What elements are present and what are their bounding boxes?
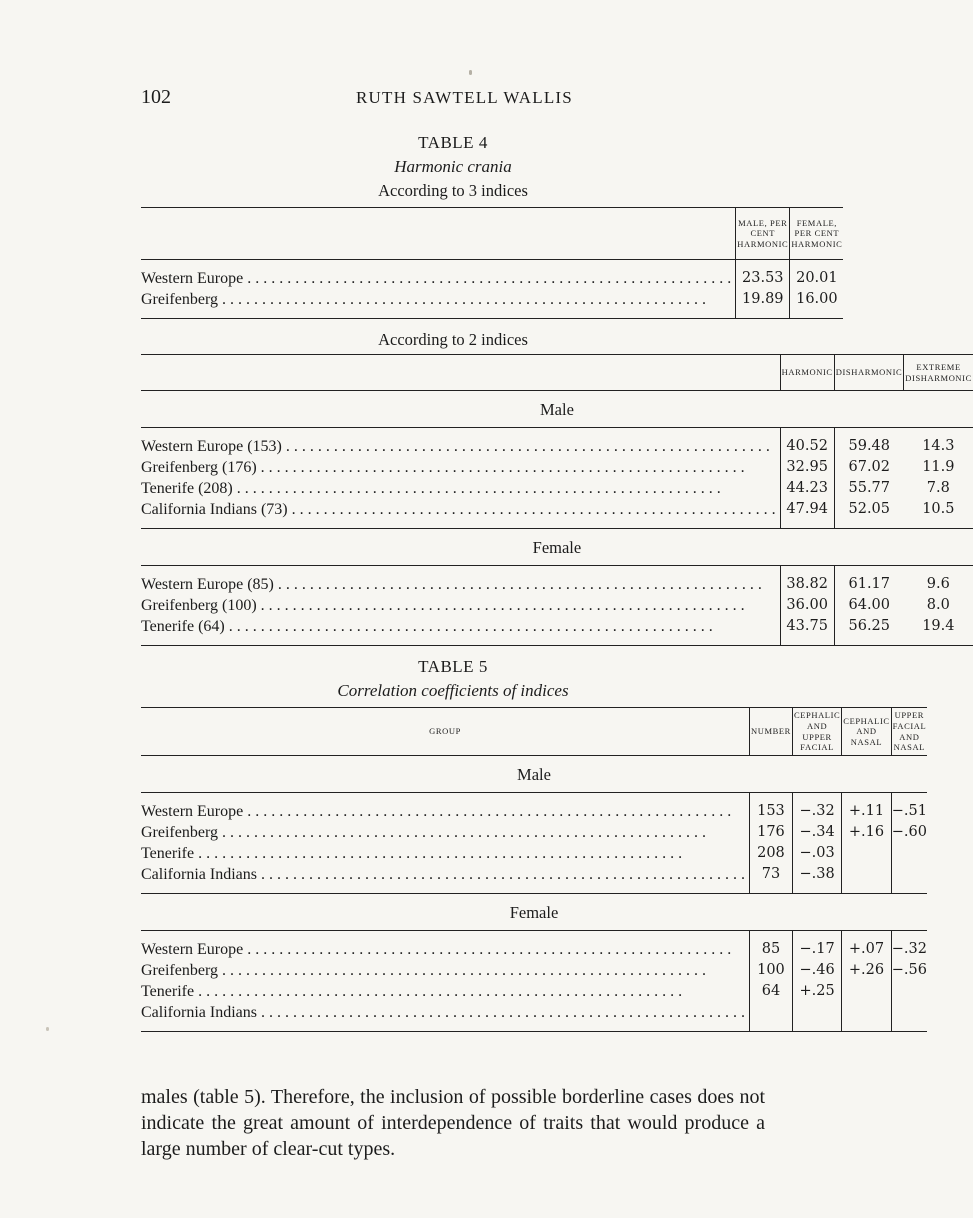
cell-cephalic-upper-facial: −.38: [792, 864, 841, 885]
row-label: Tenerife (208) . . .: [141, 478, 780, 499]
table-row: [141, 574, 973, 595]
table-row: [141, 478, 973, 499]
cell-extreme: 7.8: [926, 480, 950, 496]
cell-extreme: 8.0: [926, 597, 950, 613]
cell-upper-facial-nasal: [891, 981, 927, 1002]
table4-stub-header: [141, 208, 736, 260]
row-label: Greifenberg (176) . . .: [141, 457, 780, 478]
col-header-number: NUMBER: [749, 708, 792, 756]
cell-cephalic-upper-facial: −.32: [792, 801, 841, 822]
table4-part1: [141, 207, 843, 319]
table-row: [141, 289, 843, 310]
table-row: [141, 801, 927, 822]
table-row: [141, 822, 927, 843]
group-label-female: Female: [141, 894, 927, 931]
cell-number: [749, 1002, 792, 1023]
col-header-disharmonic: DISHARMONIC: [834, 355, 904, 391]
cell-harmonic: 38.82: [780, 574, 834, 595]
cell-disharmonic: 52.05: [834, 499, 904, 520]
group-label-male: Male: [141, 391, 973, 428]
cell-cephalic-upper-facial: −.03: [792, 843, 841, 864]
table-row: [141, 268, 843, 289]
table-row: [141, 457, 973, 478]
cell-number: 64: [749, 981, 792, 1002]
table5-title: TABLE 5: [418, 657, 488, 676]
table4-title: TABLE 4: [418, 133, 488, 152]
cell-upper-facial-nasal: [891, 864, 927, 885]
cell-upper-facial-nasal: [891, 843, 927, 864]
cell-cephalic-nasal: +.16: [842, 822, 891, 843]
row-label: Greifenberg . . .: [141, 822, 749, 843]
table5-subtitle: Correlation coefficients of indices: [337, 681, 569, 700]
table5: [141, 707, 927, 1032]
table4-stub-header: [141, 355, 780, 391]
col-header-harmonic: HARMONIC: [780, 355, 834, 391]
cell-harmonic: 32.95: [780, 457, 834, 478]
cell-cephalic-nasal: +.11: [842, 801, 891, 822]
cell-extreme: 10.5: [922, 501, 955, 517]
table4-part2: [141, 354, 973, 646]
table-row: [141, 981, 927, 1002]
cell-extreme: 9.6: [926, 576, 950, 592]
table-row: [141, 960, 927, 981]
cell-cephalic-nasal: +.26: [842, 960, 891, 981]
row-label: Western Europe (153) . . .: [141, 436, 780, 457]
cell-cephalic-upper-facial: −.46: [792, 960, 841, 981]
cell-cephalic-nasal: [842, 843, 891, 864]
row-label: Western Europe . . .: [141, 268, 736, 289]
col-header-female-harmonic: FEMALE, PER CENT HARMONIC: [790, 208, 844, 260]
row-label: Tenerife . . .: [141, 843, 749, 864]
cell-number: 100: [749, 960, 792, 981]
body-paragraph: males (table 5). Therefore, the inclusion of possible borderline cases does not indicate the great amount of interdependence of traits that would produce a large number of clear-cut types.: [141, 1086, 765, 1160]
table-row: [141, 939, 927, 960]
cell-number: 176: [749, 822, 792, 843]
cell-extreme: 11.9: [922, 459, 955, 475]
cell-male: 19.89: [736, 289, 790, 310]
cell-upper-facial-nasal: −.60: [891, 822, 927, 843]
cell-upper-facial-nasal: [891, 1002, 927, 1023]
running-head: [0, 86, 801, 110]
cell-disharmonic: 67.02: [834, 457, 904, 478]
cell-cephalic-upper-facial: −.17: [792, 939, 841, 960]
cell-disharmonic: 55.77: [834, 478, 904, 499]
row-label: Greifenberg . . .: [141, 960, 749, 981]
col-header-upper-facial-nasal: UPPER FACIAL AND NASAL: [891, 708, 927, 756]
cell-disharmonic: 61.17: [834, 574, 904, 595]
page-speck: [469, 70, 472, 75]
row-label: Greifenberg . . .: [141, 289, 736, 310]
table-row: [141, 595, 973, 616]
col-header-cephalic-nasal: CEPHALIC AND NASAL: [842, 708, 891, 756]
row-label: Tenerife (64) . . .: [141, 616, 780, 637]
cell-upper-facial-nasal: −.51: [891, 801, 927, 822]
table4-subtitle: Harmonic crania: [394, 157, 512, 176]
table-row: [141, 616, 973, 637]
table-row: [141, 843, 927, 864]
cell-disharmonic: 56.25: [834, 616, 904, 637]
cell-number: 153: [749, 801, 792, 822]
cell-cephalic-nasal: [842, 1002, 891, 1023]
cell-cephalic-nasal: [842, 864, 891, 885]
page-speck: [46, 1027, 49, 1031]
cell-cephalic-nasal: +.07: [842, 939, 891, 960]
running-title: RUTH SAWTELL WALLIS: [356, 88, 573, 107]
cell-female: 16.00: [790, 289, 844, 310]
group-label-female: Female: [141, 529, 973, 566]
cell-harmonic: 43.75: [780, 616, 834, 637]
cell-extreme: 19.4: [922, 618, 955, 634]
row-label: California Indians (73) . . .: [141, 499, 780, 520]
cell-harmonic: 47.94: [780, 499, 834, 520]
table-row: [141, 436, 973, 457]
cell-female: 20.01: [790, 268, 844, 289]
row-label: Western Europe . . .: [141, 801, 749, 822]
cell-number: 85: [749, 939, 792, 960]
table4-part1-heading: According to 3 indices: [378, 181, 528, 200]
cell-cephalic-nasal: [842, 981, 891, 1002]
row-label: Western Europe . . .: [141, 939, 749, 960]
col-header-male-harmonic: MALE, PER CENT HARMONIC: [736, 208, 790, 260]
cell-upper-facial-nasal: −.56: [891, 960, 927, 981]
cell-male: 23.53: [736, 268, 790, 289]
row-label: California Indians . . .: [141, 1002, 749, 1023]
table-row: [141, 499, 973, 520]
cell-upper-facial-nasal: −.32: [891, 939, 927, 960]
table-row: [141, 1002, 927, 1023]
col-header-extreme-disharmonic: EXTREME DISHARMONIC: [904, 355, 973, 391]
cell-cephalic-upper-facial: +.25: [792, 981, 841, 1002]
cell-number: 208: [749, 843, 792, 864]
table4-part2-heading: According to 2 indices: [378, 330, 528, 349]
cell-harmonic: 44.23: [780, 478, 834, 499]
cell-disharmonic: 64.00: [834, 595, 904, 616]
row-label: Greifenberg (100) . . .: [141, 595, 780, 616]
cell-cephalic-upper-facial: [792, 1002, 841, 1023]
cell-extreme: 14.3: [922, 438, 955, 454]
cell-disharmonic: 59.48: [834, 436, 904, 457]
cell-number: 73: [749, 864, 792, 885]
cell-harmonic: 40.52: [780, 436, 834, 457]
group-label-male: Male: [141, 756, 927, 793]
col-header-group: GROUP: [429, 726, 461, 737]
row-label: Western Europe (85) . . .: [141, 574, 780, 595]
cell-cephalic-upper-facial: −.34: [792, 822, 841, 843]
cell-harmonic: 36.00: [780, 595, 834, 616]
row-label: Tenerife . . .: [141, 981, 749, 1002]
col-header-cephalic-upper-facial: CEPHALIC AND UPPER FACIAL: [792, 708, 841, 756]
row-label: California Indians . . .: [141, 864, 749, 885]
table-row: [141, 864, 927, 885]
page-number: 102: [141, 86, 171, 108]
